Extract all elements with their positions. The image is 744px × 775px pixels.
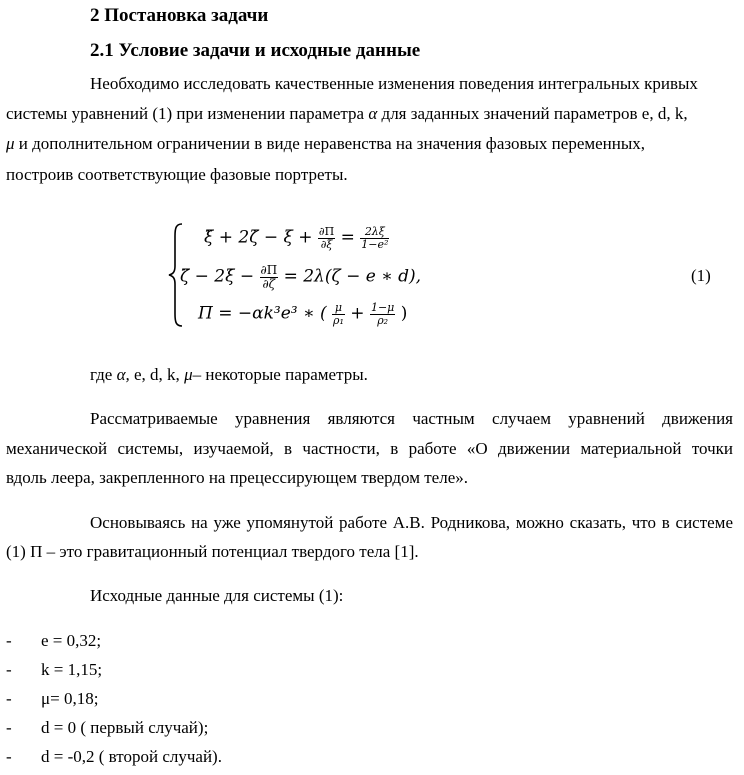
paragraph-2-line-2: механической системы, изучаемой, в частности, в работе «О движении материальной точки: [6, 439, 733, 458]
subsection-title: 2.1 Условие задачи и исходные данные: [90, 40, 421, 61]
list-item-dash: -: [6, 689, 12, 708]
alpha-symbol: α: [368, 104, 378, 123]
intro-line-3-text: и дополнительном ограничении в виде неравенства на значения фазовых переменных,: [18, 134, 646, 153]
intro-line-4: построив соответствующие фазовые портреты.: [6, 165, 348, 184]
list-item: k = 1,15;: [41, 660, 103, 679]
equation-1-equals: =: [340, 227, 355, 248]
mu-symbol: μ: [6, 134, 15, 153]
intro-line-2-text-b: для заданных значений параметров e, d, k,: [381, 104, 688, 123]
equation-3-frac-one-minus-mu-rho2: $\frac{1-\mu}{\text{ρ₂}}$: [370, 301, 395, 327]
equation-3: [198, 302, 407, 326]
paragraph-3-line-1: Основываясь на уже упомянутой работе А.В. Родникова, можно сказать, что в системе: [90, 513, 733, 532]
equation-3-plus: +: [350, 303, 365, 324]
list-item: d = 0 ( первый случай);: [41, 718, 209, 737]
equation-3-frac-mu-rho1: $\frac{\mu}{\text{ρ₁}}$: [333, 301, 344, 327]
params-line: где α, e, d, k, μ– некоторые параметры.: [90, 365, 368, 384]
equation-1-frac-dpi-dxi: $\frac{\partial П}{\partial\xi}$: [318, 225, 335, 251]
paragraph-3-line-2: (1) П – это гравитационный потенциал твердого тела [1].: [6, 542, 419, 561]
section-title: 2 Постановка задачи: [90, 5, 269, 26]
equation-1: [204, 226, 389, 250]
equation-2-frac-dpi-dzeta: $\frac{\partial П}{\partial\zeta}$: [260, 263, 278, 291]
equation-3-lhs: П = −αk³e³ ∗ (: [198, 303, 327, 324]
paragraph-2-line-3: вдоль леера, закрепленного на прецессирующем твердом теле».: [6, 468, 468, 487]
equation-2-rhs: = 2λ(ζ − e ∗ d),: [283, 266, 422, 287]
list-item-dash: -: [6, 660, 12, 679]
list-item: d = -0,2 ( второй случай).: [41, 747, 222, 766]
list-item: μ= 0,18;: [41, 689, 99, 708]
equation-1-lhs: ξ̈ + 2ζ̇ − ξ +: [204, 227, 313, 248]
list-item-dash: -: [6, 718, 12, 737]
equation-number: (1): [691, 266, 711, 285]
equation-2-lhs: ζ̈ − 2ξ̇ −: [180, 266, 255, 287]
paragraph-2-line-1: Рассматриваемые уравнения являются частным случаем уравнений движения: [90, 409, 733, 428]
list-item-dash: -: [6, 631, 12, 650]
intro-line-1: Необходимо исследовать качественные изменения поведения интегральных кривых: [90, 74, 698, 93]
intro-line-2-text-a: системы уравнений (1) при изменении параметра: [6, 104, 365, 123]
intro-line-3: [6, 135, 645, 152]
equation-1-frac-rhs: $\frac{2\lambda\xi}{\text{1−e²}}$: [361, 225, 389, 251]
intro-line-2: [6, 105, 688, 122]
list-item: e = 0,32;: [41, 631, 102, 650]
equation-2: [180, 264, 421, 290]
list-item-dash: -: [6, 747, 12, 766]
initial-data-heading: Исходные данные для системы (1):: [90, 586, 344, 605]
equation-3-close: ): [400, 303, 408, 324]
